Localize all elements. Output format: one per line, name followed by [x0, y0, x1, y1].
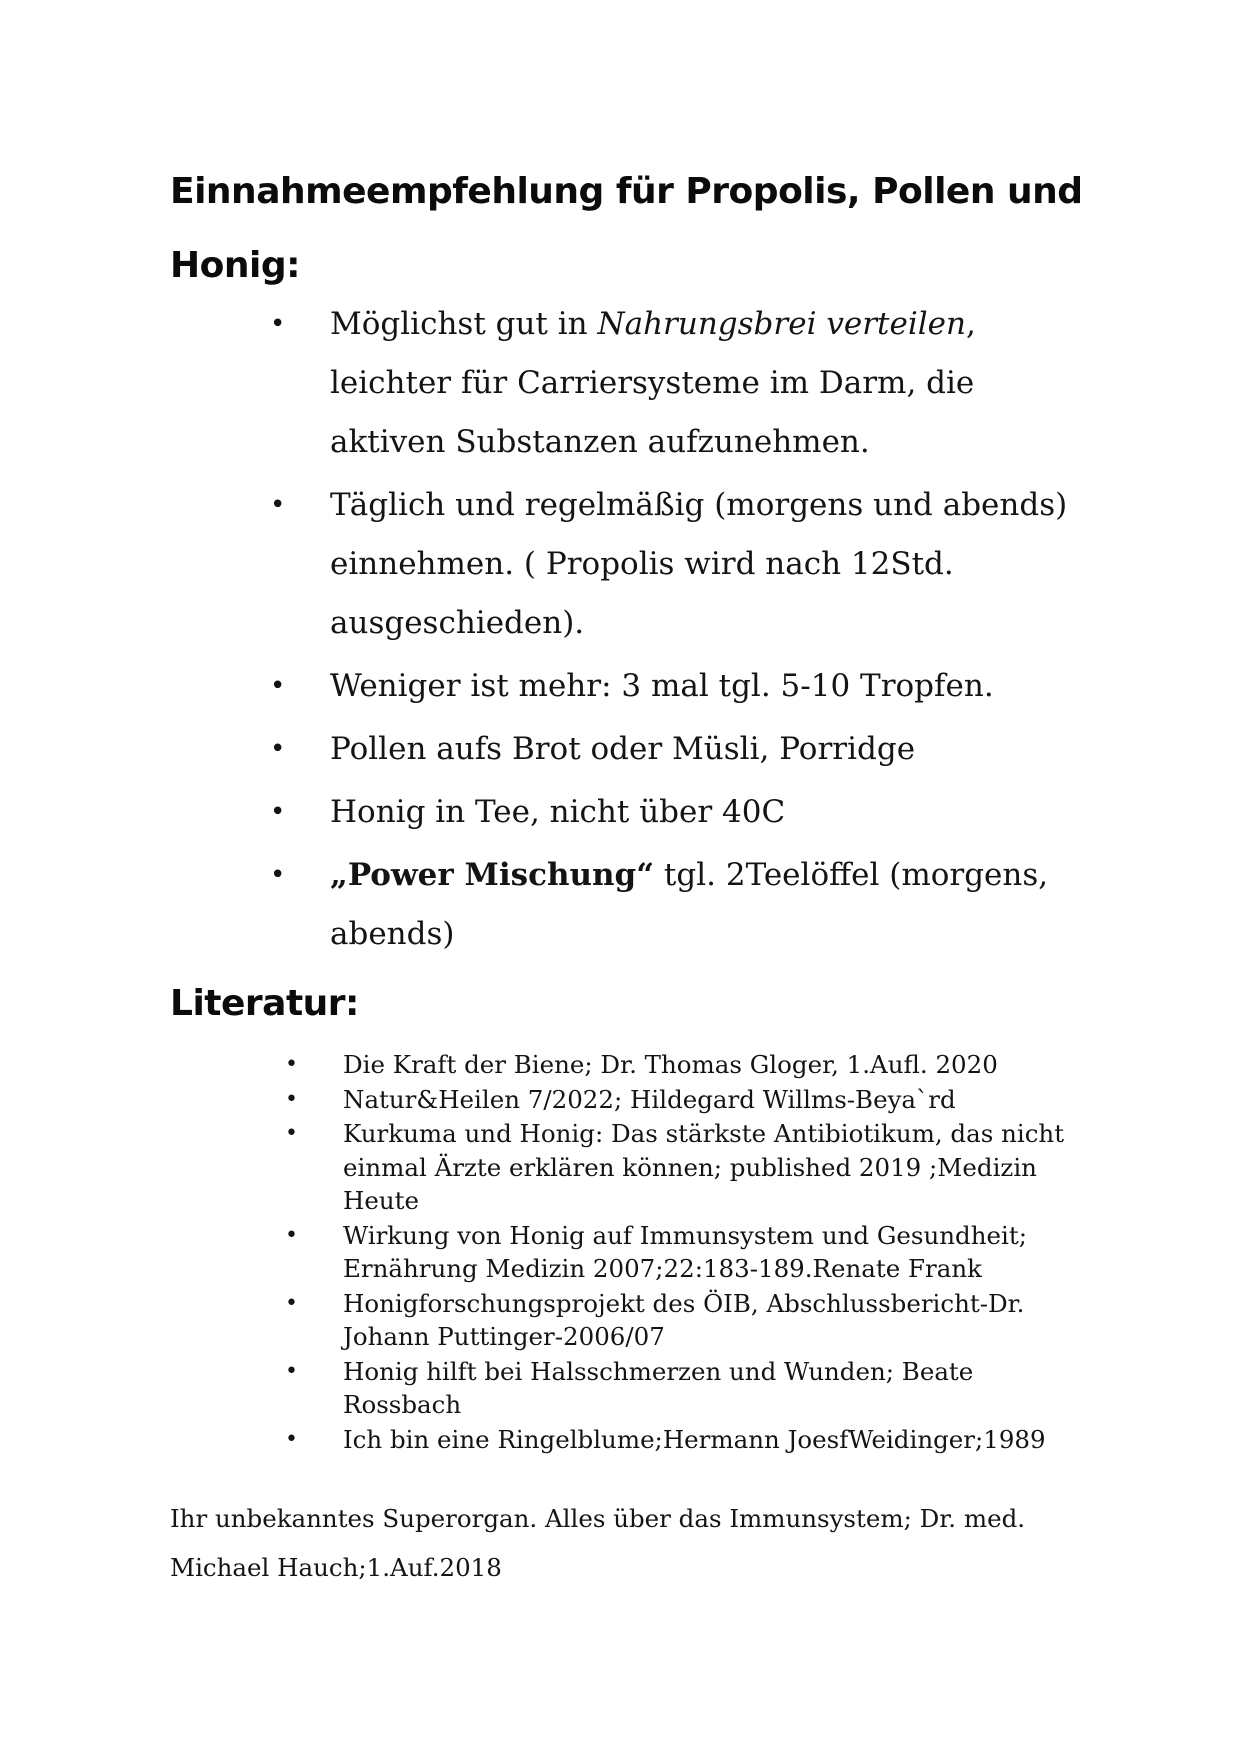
bullet-icon: •: [285, 1121, 298, 1146]
bullet-icon: •: [270, 490, 286, 520]
bullet-icon: •: [285, 1222, 298, 1248]
bullet-icon: •: [270, 734, 286, 764]
item-text: Weniger ist mehr: 3 mal tgl. 5-10 Tropfen.: [330, 668, 994, 704]
literature-item: [285, 1355, 1085, 1422]
literature-text: Honigforschungsprojekt des ÖIB, Abschlussbericht-Dr. Johann Puttinger-2006/07: [343, 1288, 1025, 1351]
literature-item: [285, 1117, 1085, 1218]
list-item: [270, 783, 1090, 842]
list-item: [270, 657, 1090, 716]
list-item: [270, 295, 1090, 472]
page-title: Einnahmeempfehlung für Propolis, Pollen und Honig:: [170, 171, 1083, 286]
bullet-icon: •: [285, 1086, 298, 1112]
literature-item: [285, 1048, 1085, 1082]
item-text-emphasis: Nahrungsbrei verteilen: [597, 306, 966, 342]
item-text: Pollen aufs Brot oder Müsli, Porridge: [330, 731, 916, 767]
literature-item: [285, 1083, 1085, 1117]
literature-item: [285, 1219, 1085, 1286]
bullet-icon: •: [270, 797, 286, 827]
item-text-pre: Möglichst gut in: [330, 306, 598, 342]
literature-text: Kurkuma und Honig: Das stärkste Antibiotikum, das nicht einmal Ärzte erklären können; published 2019 ;Medizin Heute: [343, 1119, 1065, 1215]
item-text-post: tgl. 2Teelöffel (morgens, abends): [330, 857, 1049, 952]
literature-text: Natur&Heilen 7/2022; Hildegard Willms-Beya`rd: [343, 1084, 956, 1114]
bullet-icon: •: [285, 1290, 298, 1316]
recommendation-list: [270, 295, 1090, 968]
list-item: [270, 476, 1090, 653]
list-item: [270, 846, 1090, 964]
literature-text: Wirkung von Honig auf Immunsystem und Gesundheit; Ernährung Medizin 2007;22:183-189.Renate Frank: [343, 1220, 1027, 1283]
item-text-strong: „Power Mischung“: [330, 857, 655, 893]
bullet-icon: •: [270, 309, 286, 339]
item-text: Honig in Tee, nicht über 40C: [330, 794, 786, 830]
bullet-icon: •: [270, 860, 286, 890]
literature-item: [285, 1287, 1085, 1354]
literature-item: [285, 1423, 1085, 1457]
list-item: [270, 720, 1090, 779]
literature-heading: Literatur:: [170, 983, 359, 1024]
literature-text: Ich bin eine Ringelblume;Hermann JoesfWeidinger;1989: [343, 1424, 1046, 1454]
item-text: Täglich und regelmäßig (morgens und abends) einnehmen. ( Propolis wird nach 12Std. ausgeschieden).: [330, 487, 1068, 641]
bullet-icon: •: [285, 1052, 298, 1077]
item-text-post: , leichter für Carriersysteme im Darm, die aktiven Substanzen aufzunehmen.: [330, 306, 976, 460]
bullet-icon: •: [285, 1358, 298, 1384]
literature-text: Die Kraft der Biene; Dr. Thomas Gloger, 1.Aufl. 2020: [343, 1050, 998, 1079]
bullet-icon: •: [270, 671, 286, 701]
footer-reference: Ihr unbekanntes Superorgan. Alles über das Immunsystem; Dr. med. Michael Hauch;1.Auf.2018: [170, 1504, 1026, 1582]
literature-list: [285, 1048, 1085, 1457]
literature-text: Honig hilft bei Halsschmerzen und Wunden; Beate Rossbach: [343, 1356, 974, 1419]
bullet-icon: •: [285, 1426, 298, 1452]
